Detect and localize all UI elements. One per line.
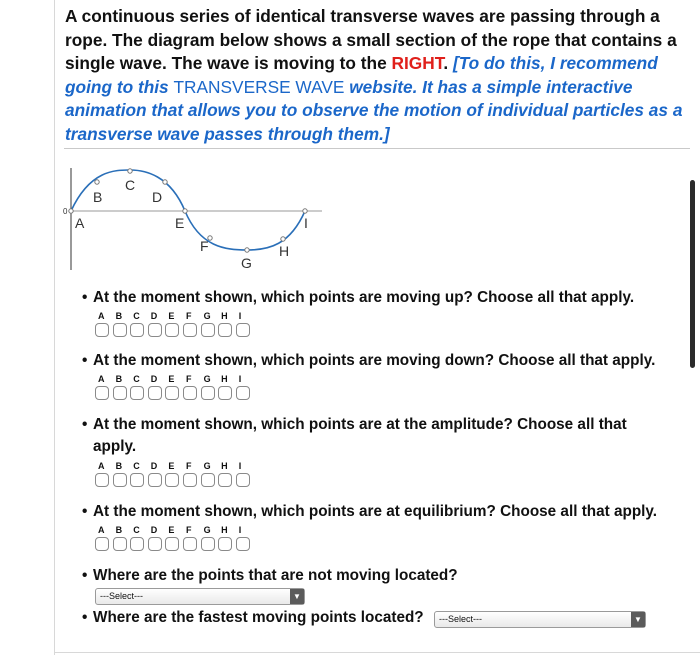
checkbox-labels: A B C D E F G H I xyxy=(98,311,242,321)
checkbox-g[interactable] xyxy=(201,473,215,487)
checkbox-e[interactable] xyxy=(165,537,179,551)
question-at-amplitude: • At the moment shown, which points are at the amplitude? Choose all that apply. xyxy=(82,416,627,455)
checkbox-i[interactable] xyxy=(236,323,250,337)
question-not-moving: • Where are the points that are not moving located? xyxy=(82,567,458,584)
checkbox-group-at-equilibrium xyxy=(95,525,253,551)
point-marker-g xyxy=(245,248,249,252)
point-label-d: D xyxy=(152,189,163,205)
checkbox-b[interactable] xyxy=(113,386,127,400)
checkbox-group-moving-up xyxy=(95,311,253,337)
checkbox-f[interactable] xyxy=(183,537,197,551)
checkbox-b[interactable] xyxy=(113,323,127,337)
checkbox-i[interactable] xyxy=(236,537,250,551)
checkbox-g[interactable] xyxy=(201,386,215,400)
checkbox-a[interactable] xyxy=(95,386,109,400)
checkbox-labels: A B C D E F G H I xyxy=(98,374,242,384)
point-label-e: E xyxy=(175,215,185,231)
checkbox-d[interactable] xyxy=(148,323,162,337)
point-marker-a xyxy=(69,209,73,213)
direction-text: RIGHT xyxy=(391,53,444,73)
question-at-equilibrium: • At the moment shown, which points are at equilibrium? Choose all that apply. xyxy=(82,503,658,520)
checkbox-f[interactable] xyxy=(183,386,197,400)
checkbox-d[interactable] xyxy=(148,473,162,487)
dropdown-arrow-icon: ▼ xyxy=(631,612,645,627)
scrollbar-thumb[interactable] xyxy=(690,180,695,368)
point-marker-d xyxy=(163,180,167,184)
checkbox-c[interactable] xyxy=(130,323,144,337)
checkbox-labels: A B C D E F G H I xyxy=(98,525,242,535)
point-label-h: H xyxy=(279,243,290,259)
origin-label: 0 xyxy=(63,207,68,216)
point-label-f: F xyxy=(200,238,209,254)
select-value: ---Select--- xyxy=(100,591,143,601)
section-divider xyxy=(64,148,690,149)
checkbox-a[interactable] xyxy=(95,537,109,551)
question-intro xyxy=(65,5,690,146)
checkbox-h[interactable] xyxy=(218,537,232,551)
checkbox-b[interactable] xyxy=(113,473,127,487)
select-not-moving[interactable] xyxy=(95,588,305,605)
question-fastest-moving: • Where are the fastest moving points located? xyxy=(82,609,424,626)
intro-text-end: . xyxy=(443,53,453,73)
checkbox-g[interactable] xyxy=(201,323,215,337)
checkbox-i[interactable] xyxy=(236,473,250,487)
note-end: website. It has a simple interactive animation that allows you to observe the motion of individual particles as a transverse wave passes through them.] xyxy=(65,76,683,144)
checkbox-h[interactable] xyxy=(218,386,232,400)
checkbox-h[interactable] xyxy=(218,473,232,487)
point-label-a: A xyxy=(75,215,85,231)
checkbox-i[interactable] xyxy=(236,386,250,400)
checkbox-d[interactable] xyxy=(148,537,162,551)
content-frame-bottom-border xyxy=(54,652,700,653)
wave-curve xyxy=(71,170,305,250)
select-value: ---Select--- xyxy=(439,614,482,624)
checkbox-f[interactable] xyxy=(183,323,197,337)
checkbox-h[interactable] xyxy=(218,323,232,337)
point-label-i: I xyxy=(304,215,308,231)
point-label-g: G xyxy=(241,255,252,271)
checkbox-d[interactable] xyxy=(148,386,162,400)
select-fastest-moving[interactable] xyxy=(434,611,646,628)
checkbox-labels: A B C D E F G H I xyxy=(98,461,242,471)
point-marker-b xyxy=(95,180,99,184)
checkbox-c[interactable] xyxy=(130,473,144,487)
checkbox-c[interactable] xyxy=(130,386,144,400)
point-marker-i xyxy=(303,209,307,213)
wave-diagram xyxy=(60,160,340,280)
point-marker-h xyxy=(281,237,285,241)
checkbox-a[interactable] xyxy=(95,473,109,487)
checkbox-b[interactable] xyxy=(113,537,127,551)
question-moving-up: • At the moment shown, which points are moving up? Choose all that apply. xyxy=(82,289,635,306)
intro-text: A continuous series of identical transverse waves are passing through a rope. The diagram below shows a small section of the rope that contains a single wave. The wave is moving to the xyxy=(65,6,677,73)
checkbox-f[interactable] xyxy=(183,473,197,487)
checkbox-e[interactable] xyxy=(165,473,179,487)
question-moving-down: • At the moment shown, which points are moving down? Choose all that apply. xyxy=(82,352,656,369)
checkbox-a[interactable] xyxy=(95,323,109,337)
point-marker-c xyxy=(128,169,132,173)
checkbox-c[interactable] xyxy=(130,537,144,551)
checkbox-e[interactable] xyxy=(165,323,179,337)
checkbox-g[interactable] xyxy=(201,537,215,551)
point-label-c: C xyxy=(125,177,136,193)
transverse-wave-link[interactable]: TRANSVERSE WAVE xyxy=(173,76,345,97)
note-start: [To do this, I recommend going to this xyxy=(65,53,658,97)
checkbox-e[interactable] xyxy=(165,386,179,400)
dropdown-arrow-icon: ▼ xyxy=(290,589,304,604)
point-marker-e xyxy=(183,209,187,213)
checkbox-group-at-amplitude xyxy=(95,461,253,487)
checkbox-group-moving-down xyxy=(95,374,253,400)
point-label-b: B xyxy=(93,189,103,205)
content-frame-left-border xyxy=(54,0,55,655)
